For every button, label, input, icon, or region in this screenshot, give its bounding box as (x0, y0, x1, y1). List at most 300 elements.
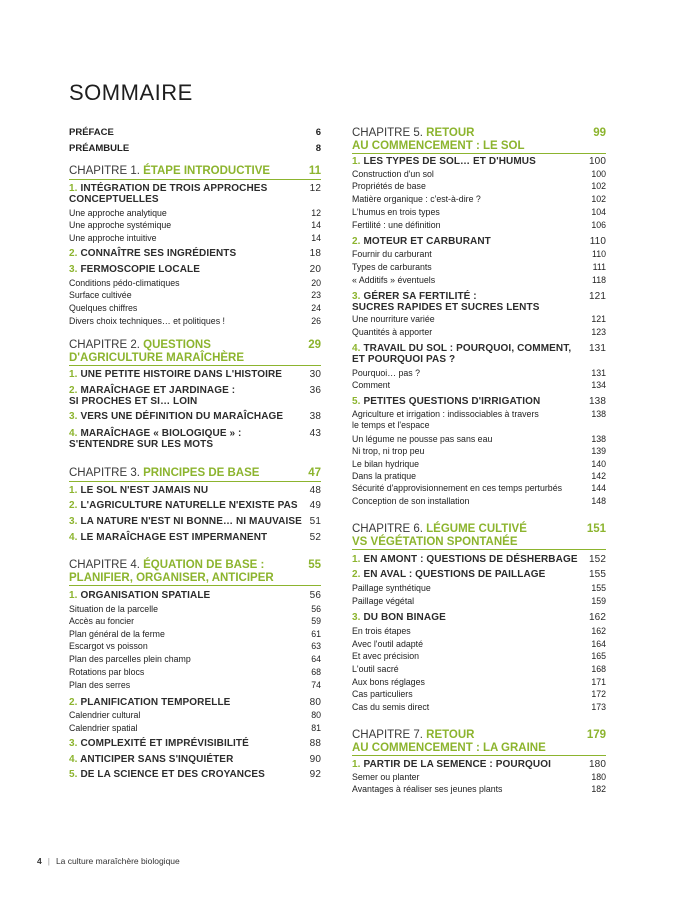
entry-title: Propriétés de base (352, 181, 426, 191)
entry-title: Matière organique : c'est-à-dire ? (352, 194, 481, 204)
toc-entry (69, 710, 321, 721)
chapter-heading (69, 339, 244, 364)
entry-title: Conception de son installation (352, 496, 470, 506)
page-number: 100 (591, 169, 606, 179)
toc-entry (352, 380, 606, 391)
page-number: 180 (589, 759, 606, 770)
page-number: 151 (586, 523, 606, 535)
toc-front-matter (69, 127, 321, 139)
entry-title: Quelques chiffres (69, 303, 138, 313)
entry-title: Paillage synthétique (352, 583, 431, 593)
toc-section (69, 738, 321, 749)
section-number: 1. (69, 590, 78, 601)
page-number: 162 (589, 612, 606, 623)
chapter-underline (69, 481, 321, 482)
section-number: 3. (352, 291, 361, 302)
toc-entry (69, 220, 321, 231)
toc-entry (352, 639, 606, 650)
chapter-underline (69, 365, 321, 366)
section-number: 1. (352, 759, 361, 770)
section-heading (352, 569, 545, 580)
toc-entry (69, 667, 321, 678)
chapter-title: LÉGUME CULTIVÉ VS VÉGÉTATION SPONTANÉE (352, 523, 527, 548)
toc-entry (352, 314, 606, 325)
section-title: MARAÎCHAGE ET JARDINAGE : SI PROCHES ET SI… LOIN (69, 385, 236, 408)
page-number: 140 (591, 459, 606, 469)
entry-title: Situation de la parcelle (69, 604, 159, 614)
section-heading (352, 343, 571, 365)
page-number: 74 (311, 680, 321, 690)
toc-section (352, 569, 606, 580)
page-number: 165 (591, 651, 606, 661)
toc-section (69, 754, 321, 765)
chapter-heading (352, 729, 546, 754)
page-number: 47 (308, 467, 321, 479)
section-heading (69, 183, 267, 205)
section-title: PLANIFICATION TEMPORELLE (80, 697, 231, 708)
toc-front-matter (69, 143, 321, 155)
toc-chapter (352, 729, 606, 754)
chapter-number: CHAPITRE 2. (69, 339, 140, 351)
section-number: 4. (69, 754, 78, 765)
chapter-number: CHAPITRE 7. (352, 729, 423, 741)
entry-title: PRÉAMBULE (69, 143, 130, 154)
section-number: 1. (69, 485, 78, 496)
page-footer (37, 856, 180, 866)
section-heading (352, 759, 551, 770)
page-number: 162 (591, 626, 606, 636)
section-title: CONNAÎTRE SES INGRÉDIENTS (80, 248, 237, 259)
toc-entry (352, 583, 606, 594)
toc-entry (352, 689, 606, 700)
section-title: ORGANISATION SPATIALE (80, 590, 211, 601)
page-number: 59 (311, 616, 321, 626)
page-number: 182 (591, 784, 606, 794)
entry-title: Construction d'un sol (352, 169, 434, 179)
toc-section (69, 697, 321, 708)
page-number: 121 (591, 314, 606, 324)
page-number: 142 (591, 471, 606, 481)
chapter-title: RETOUR AU COMMENCEMENT : LA GRAINE (352, 729, 546, 754)
page-number: 23 (311, 290, 321, 300)
section-title: FERMOSCOPIE LOCALE (80, 264, 201, 275)
section-title: PARTIR DE LA SEMENCE : POURQUOI (363, 759, 551, 770)
toc-entry (69, 303, 321, 314)
toc-entry (69, 233, 321, 244)
toc-entry (352, 772, 606, 783)
page-number: 30 (309, 369, 321, 380)
toc-entry (69, 616, 321, 627)
entry-title: L'humus en trois types (352, 207, 440, 217)
page-number: 38 (309, 411, 321, 422)
toc-chapter (352, 523, 606, 548)
page-number: 179 (586, 729, 606, 741)
page-number: 144 (591, 483, 606, 493)
chapter-underline (352, 755, 606, 756)
section-title: LES TYPES DE SOL… ET D'HUMUS (363, 156, 536, 167)
section-number: 3. (352, 612, 361, 623)
page-number: 106 (591, 220, 606, 230)
section-number: 2. (352, 236, 361, 247)
page-number: 56 (311, 604, 321, 614)
entry-title: Dans la pratique (352, 471, 417, 481)
section-number: 3. (69, 516, 78, 527)
chapter-heading (69, 559, 274, 584)
chapter-heading (352, 127, 525, 152)
page-number: 104 (591, 207, 606, 217)
entry-title: Une approche analytique (69, 208, 167, 218)
toc-entry (352, 459, 606, 470)
page-number: 26 (311, 316, 321, 326)
toc-section (69, 428, 321, 450)
toc-entry (69, 680, 321, 691)
section-number: 4. (352, 343, 361, 354)
page-number: 102 (591, 194, 606, 204)
chapter-underline (69, 179, 321, 180)
toc-section (352, 343, 606, 365)
section-heading (69, 697, 230, 708)
page-number: 102 (591, 181, 606, 191)
page-number: 68 (311, 667, 321, 677)
toc-entry (352, 249, 606, 260)
section-title: EN AVAL : QUESTIONS DE PAILLAGE (363, 569, 546, 580)
toc-entry (352, 409, 606, 432)
page-number: 12 (309, 183, 321, 194)
page-number: 100 (589, 156, 606, 167)
section-number: 3. (69, 411, 78, 422)
chapter-underline (352, 153, 606, 154)
page-number: 51 (309, 516, 321, 527)
section-number: 5. (69, 769, 78, 780)
chapter-title: ÉTAPE INTRODUCTIVE (143, 165, 271, 177)
page-number: 52 (309, 532, 321, 543)
section-heading (352, 291, 539, 313)
section-title: LA NATURE N'EST NI BONNE… NI MAUVAISE (80, 516, 302, 527)
entry-title: Calendrier spatial (69, 723, 138, 733)
toc-entry (352, 181, 606, 192)
section-number: 3. (69, 738, 78, 749)
page-number: 81 (311, 723, 321, 733)
toc-entry (69, 629, 321, 640)
entry-title: Une nourriture variée (352, 314, 435, 324)
chapter-number: CHAPITRE 4. (69, 559, 140, 571)
entry-title: En trois étapes (352, 626, 411, 636)
section-title: ANTICIPER SANS S'INQUIÉTER (80, 754, 234, 765)
toc-section (69, 385, 321, 407)
entry-title: Comment (352, 380, 391, 390)
chapter-heading (69, 467, 259, 480)
toc-entry (352, 626, 606, 637)
entry-title: Une approche intuitive (69, 233, 157, 243)
page-number: 88 (309, 738, 321, 749)
section-heading (69, 738, 249, 749)
page-number: 56 (309, 590, 321, 601)
page-number: 164 (591, 639, 606, 649)
page-number: 11 (308, 165, 321, 177)
page-title: SOMMAIRE (69, 80, 193, 105)
section-title: LE MARAÎCHAGE EST IMPERMANENT (80, 532, 268, 543)
section-heading (352, 396, 540, 407)
page-number: 159 (591, 596, 606, 606)
page-number: 49 (309, 500, 321, 511)
entry-title: « Additifs » éventuels (352, 275, 436, 285)
toc-entry (352, 220, 606, 231)
entry-title: Paillage végétal (352, 596, 415, 606)
page-number: 152 (589, 554, 606, 565)
page-number: 18 (309, 248, 321, 259)
entry-title: Avec l'outil adapté (352, 639, 423, 649)
chapter-number: CHAPITRE 5. (352, 127, 423, 139)
page-number: 90 (309, 754, 321, 765)
toc-section (69, 500, 321, 511)
toc-entry (352, 327, 606, 338)
page-number: 172 (591, 689, 606, 699)
section-heading (69, 532, 267, 543)
page-number: 131 (591, 368, 606, 378)
section-number: 2. (69, 248, 78, 259)
footer-page-number: 4 (37, 856, 42, 866)
page-number: 138 (589, 396, 606, 407)
page-number: 20 (311, 278, 321, 288)
section-title: L'AGRICULTURE NATURELLE N'EXISTE PAS (80, 500, 298, 511)
entry-title: Divers choix techniques… et politiques ! (69, 316, 225, 326)
section-number: 2. (69, 385, 78, 396)
page-number: 123 (591, 327, 606, 337)
entry-title: Rotations par blocs (69, 667, 145, 677)
entry-title: PRÉFACE (69, 127, 114, 138)
section-heading (69, 754, 233, 765)
toc-section (352, 396, 606, 407)
section-number: 3. (69, 264, 78, 275)
section-title: LE SOL N'EST JAMAIS NU (80, 485, 209, 496)
entry-title: Escargot vs poisson (69, 641, 148, 651)
toc-section (352, 156, 606, 167)
entry-title: Fournir du carburant (352, 249, 432, 259)
toc-entry (352, 651, 606, 662)
section-title: MARAÎCHAGE « BIOLOGIQUE » : S'ENTENDRE SUR LES MOTS (69, 428, 242, 451)
page-number: 80 (311, 710, 321, 720)
entry-title: Agriculture et irrigation : indissociables à travers le temps et l'espace (352, 409, 539, 431)
section-number: 1. (69, 369, 78, 380)
section-title: GÉRER SA FERTILITÉ : SUCRES RAPIDES ET SUCRES LENTS (352, 291, 540, 314)
page-number: 6 (315, 127, 321, 138)
entry-title: Accès au foncier (69, 616, 135, 626)
page-number: 171 (591, 677, 606, 687)
entry-title: Types de carburants (352, 262, 432, 272)
page-number: 12 (311, 208, 321, 218)
toc-section (352, 236, 606, 247)
section-heading (69, 485, 208, 496)
entry-title: Cas particuliers (352, 689, 413, 699)
section-heading (352, 156, 536, 167)
toc-entry (352, 434, 606, 445)
toc-entry (352, 664, 606, 675)
toc-entry (352, 169, 606, 180)
toc-entry (352, 207, 606, 218)
page-number: 80 (309, 697, 321, 708)
toc-entry (69, 654, 321, 665)
section-number: 4. (69, 532, 78, 543)
entry-title: Ni trop, ni trop peu (352, 446, 425, 456)
toc-entry (352, 784, 606, 795)
page-number: 131 (589, 343, 606, 354)
section-title: PETITES QUESTIONS D'IRRIGATION (363, 396, 541, 407)
page-number: 148 (591, 496, 606, 506)
chapter-underline (352, 549, 606, 550)
section-number: 2. (69, 500, 78, 511)
page-number: 36 (309, 385, 321, 396)
toc-entry (69, 278, 321, 289)
page-number: 118 (591, 275, 606, 285)
chapter-title: ÉQUATION DE BASE : PLANIFIER, ORGANISER, ANTICIPER (69, 559, 274, 584)
chapter-title: QUESTIONS D'AGRICULTURE MARAÎCHÈRE (69, 339, 245, 364)
toc-entry (352, 596, 606, 607)
toc-section (352, 291, 606, 313)
page-number: 14 (311, 233, 321, 243)
section-heading (69, 411, 283, 422)
section-title: EN AMONT : QUESTIONS DE DÉSHERBAGE (363, 554, 578, 565)
page-number: 20 (309, 264, 321, 275)
toc-chapter (69, 339, 321, 364)
section-heading (69, 590, 210, 601)
toc-section (69, 769, 321, 780)
toc-section (69, 516, 321, 527)
toc-section (69, 248, 321, 259)
toc-section (352, 554, 606, 565)
page-number: 110 (589, 236, 606, 247)
page-number: 14 (311, 220, 321, 230)
toc-entry (352, 483, 606, 494)
toc-section (69, 183, 321, 205)
page-number: 134 (591, 380, 606, 390)
section-heading (69, 516, 302, 527)
toc-entry (352, 446, 606, 457)
page-number: 138 (591, 434, 606, 444)
page-number: 155 (589, 569, 606, 580)
section-number: 5. (352, 396, 361, 407)
section-heading (69, 369, 282, 380)
section-heading (352, 554, 578, 565)
section-title: DU BON BINAGE (363, 612, 446, 623)
toc-section (352, 759, 606, 770)
toc-entry (352, 262, 606, 273)
toc-entry (69, 208, 321, 219)
page-number: 155 (591, 583, 606, 593)
section-heading (352, 236, 491, 247)
page-number: 168 (591, 664, 606, 674)
page-number: 43 (309, 428, 321, 439)
toc-entry (352, 496, 606, 507)
toc-entry (69, 641, 321, 652)
page-number: 138 (591, 409, 606, 419)
toc-chapter (69, 467, 321, 480)
toc-chapter (69, 165, 321, 178)
entry-title: Avantages à réaliser ses jeunes plants (352, 784, 503, 794)
chapter-title: PRINCIPES DE BASE (143, 467, 260, 479)
toc-entry (352, 275, 606, 286)
entry-title: Quantités à apporter (352, 327, 433, 337)
page-number: 24 (311, 303, 321, 313)
toc-section (69, 369, 321, 380)
toc-entry (69, 290, 321, 301)
toc-entry (352, 471, 606, 482)
page-number: 48 (309, 485, 321, 496)
section-title: TRAVAIL DU SOL : POURQUOI, COMMENT, ET POURQUOI PAS ? (352, 343, 572, 366)
section-title: UNE PETITE HISTOIRE DANS L'HISTOIRE (80, 369, 283, 380)
page-number: 8 (315, 143, 321, 154)
entry-title: Surface cultivée (69, 290, 132, 300)
page-number: 64 (311, 654, 321, 664)
entry-title: Fertilité : une définition (352, 220, 441, 230)
section-title: COMPLEXITÉ ET IMPRÉVISIBILITÉ (80, 738, 249, 749)
toc-section (69, 532, 321, 543)
toc-entry (352, 677, 606, 688)
entry-title: Conditions pédo-climatiques (69, 278, 180, 288)
chapter-underline (69, 585, 321, 586)
page-number: 173 (591, 702, 606, 712)
section-title: INTÉGRATION DE TROIS APPROCHES CONCEPTUELLES (69, 183, 268, 206)
toc-entry (352, 702, 606, 713)
page-number: 111 (592, 262, 606, 272)
chapter-heading (352, 523, 527, 548)
section-number: 2. (69, 697, 78, 708)
footer-separator: | (47, 856, 50, 866)
entry-title: Plan des parcelles plein champ (69, 654, 191, 664)
entry-title: Le bilan hydrique (352, 459, 420, 469)
section-heading (69, 428, 241, 450)
toc-section (69, 411, 321, 422)
page-number: 99 (593, 127, 606, 139)
page-number: 61 (311, 629, 321, 639)
chapter-number: CHAPITRE 6. (352, 523, 423, 535)
toc-entry (352, 194, 606, 205)
entry-title: Aux bons réglages (352, 677, 425, 687)
section-number: 2. (352, 569, 361, 580)
toc-entry (69, 604, 321, 615)
toc-section (69, 485, 321, 496)
page-number: 29 (308, 339, 321, 351)
chapter-number: CHAPITRE 1. (69, 165, 140, 177)
entry-title: Semer ou planter (352, 772, 420, 782)
section-title: MOTEUR ET CARBURANT (363, 236, 491, 247)
section-title: DE LA SCIENCE ET DES CROYANCES (80, 769, 265, 780)
section-heading (69, 500, 298, 511)
section-number: 1. (352, 156, 361, 167)
section-number: 4. (69, 428, 78, 439)
toc-chapter (352, 127, 606, 152)
toc-entry (69, 723, 321, 734)
toc-section (352, 612, 606, 623)
section-heading (69, 769, 265, 780)
entry-title: Sécurité d'approvisionnement en ces temps perturbés (352, 483, 562, 493)
entry-title: Pourquoi… pas ? (352, 368, 420, 378)
page-number: 110 (591, 249, 606, 259)
toc-entry (69, 316, 321, 327)
footer-book-title: La culture maraîchère biologique (55, 856, 180, 866)
toc-section (69, 264, 321, 275)
entry-title: Calendrier cultural (69, 710, 141, 720)
section-heading (69, 385, 235, 407)
toc-section (69, 590, 321, 601)
entry-title: Et avec précision (352, 651, 419, 661)
section-heading (69, 264, 200, 275)
chapter-heading (69, 165, 270, 178)
chapter-number: CHAPITRE 3. (69, 467, 140, 479)
section-heading (352, 612, 446, 623)
entry-title: Une approche systémique (69, 220, 172, 230)
section-title: VERS UNE DÉFINITION DU MARAÎCHAGE (80, 411, 284, 422)
entry-title: Plan des serres (69, 680, 131, 690)
